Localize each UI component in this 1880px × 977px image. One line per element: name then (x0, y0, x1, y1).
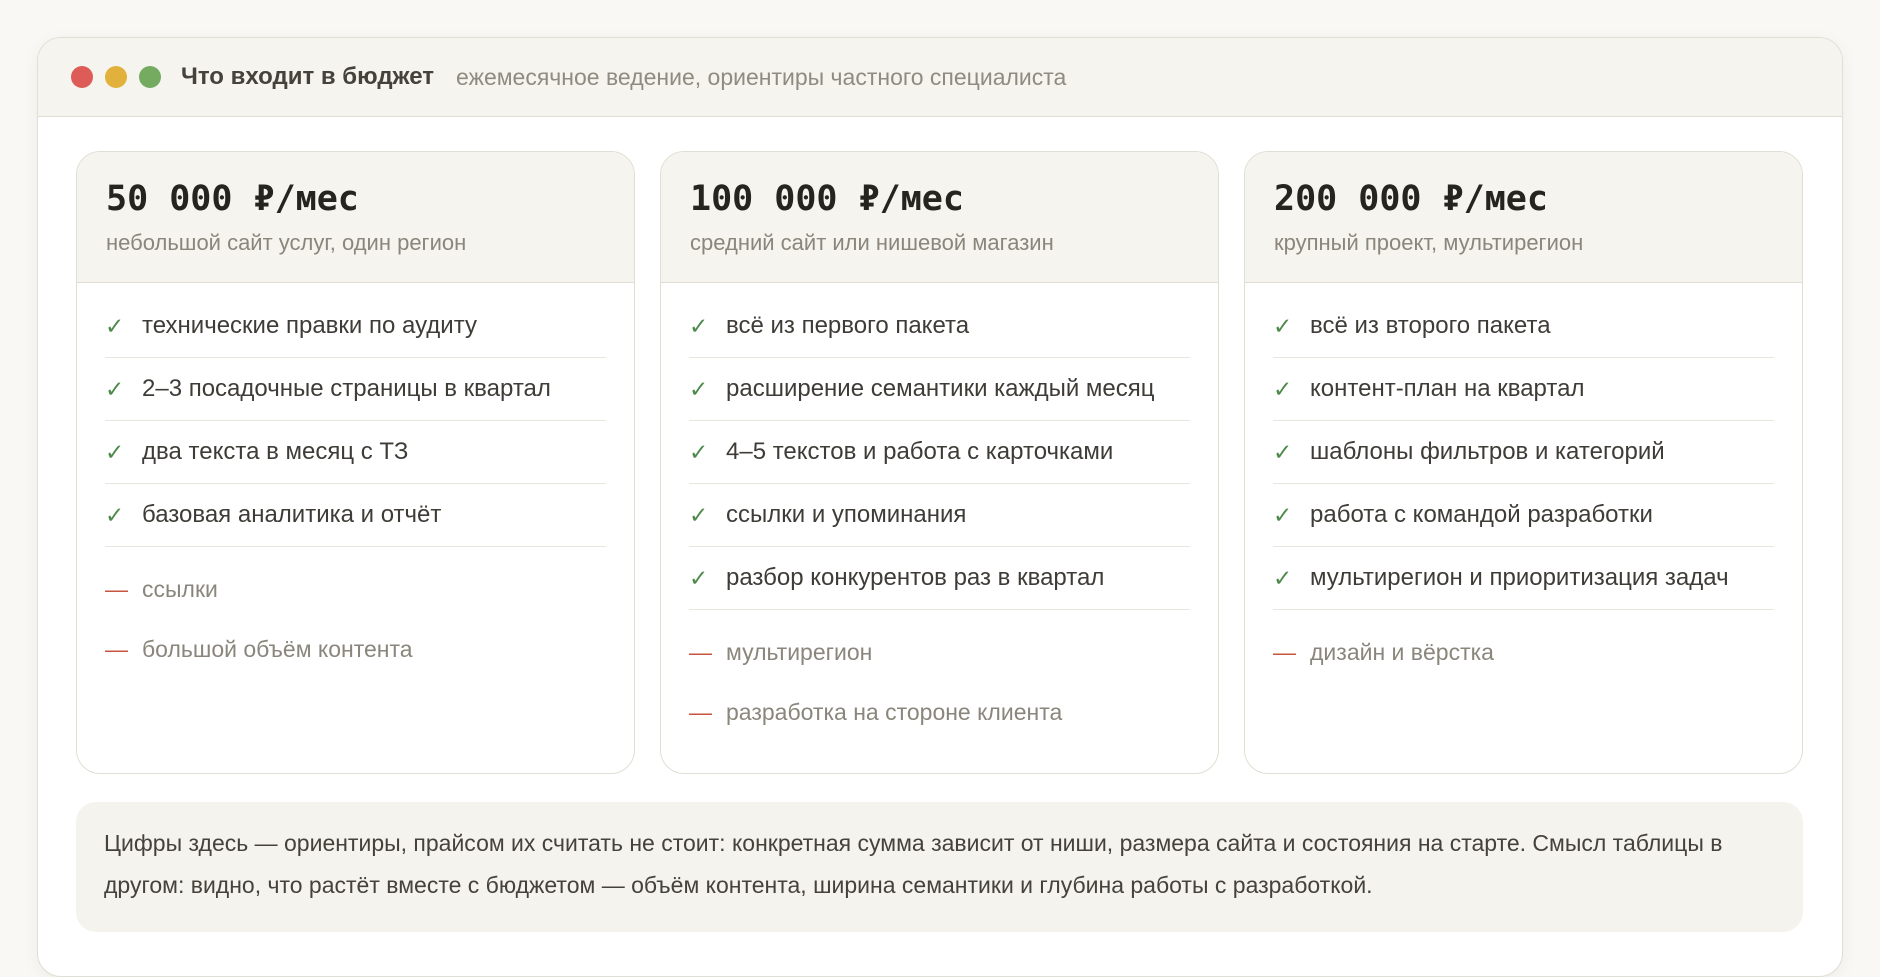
included-item (689, 421, 1190, 484)
check-icon: ✓ (105, 501, 125, 528)
check-icon: ✓ (105, 375, 125, 402)
maximize-window-button[interactable] (139, 66, 161, 88)
included-list (1245, 283, 1802, 610)
dash-icon: — (689, 698, 712, 725)
included-item-label: расширение семантики каждый месяц (726, 375, 1155, 402)
check-icon: ✓ (105, 312, 125, 339)
pricing-cards (76, 151, 1803, 774)
excluded-list (1245, 610, 1802, 682)
included-item-label: мультирегион и приоритизация задач (1310, 564, 1729, 591)
card-header (661, 152, 1218, 283)
included-item (689, 484, 1190, 547)
card-price: 50 000 ₽/мес (106, 179, 359, 219)
card-subtitle: небольшой сайт услуг, один регион (106, 230, 467, 255)
excluded-item (689, 622, 1190, 682)
pricing-card-200k (1244, 151, 1803, 774)
included-item-label: технические правки по аудиту (142, 312, 477, 339)
check-icon: ✓ (689, 501, 709, 528)
included-item (1273, 484, 1774, 547)
card-header (77, 152, 634, 283)
card-subtitle: средний сайт или нишевой магазин (690, 230, 1054, 255)
included-list (661, 283, 1218, 610)
budget-note: Цифры здесь — ориентиры, прайсом их считать не стоит: конкретная сумма зависит от ниши, размера сайта и состояния на старте. Смысл таблицы в другом: видно, что растёт вместе с бюджетом — объём контента, ширина семантики и глубина работы с разработкой. (76, 802, 1803, 932)
included-item-label: всё из второго пакета (1310, 312, 1551, 339)
card-price: 200 000 ₽/мес (1274, 179, 1548, 219)
card-subtitle: крупный проект, мультирегион (1274, 230, 1584, 255)
included-item (105, 421, 606, 484)
excluded-item-label: большой объём контента (142, 635, 413, 662)
included-item-label: шаблоны фильтров и категорий (1310, 438, 1665, 465)
included-item (1273, 295, 1774, 358)
included-item-label: 4–5 текстов и работа с карточками (726, 438, 1114, 465)
included-item (1273, 547, 1774, 610)
pricing-card-100k (660, 151, 1219, 774)
check-icon: ✓ (1273, 312, 1293, 339)
minimize-window-button[interactable] (105, 66, 127, 88)
included-item-label: разбор конкурентов раз в квартал (726, 564, 1105, 591)
excluded-item-label: дизайн и вёрстка (1310, 638, 1494, 665)
window-titlebar (38, 38, 1842, 117)
card-price: 100 000 ₽/мес (690, 179, 964, 219)
included-item-label: 2–3 посадочные страницы в квартал (142, 375, 551, 402)
check-icon: ✓ (689, 564, 709, 591)
included-item (689, 358, 1190, 421)
excluded-item (105, 559, 606, 619)
check-icon: ✓ (689, 312, 709, 339)
included-item-label: контент-план на квартал (1310, 375, 1585, 402)
included-list (77, 283, 634, 547)
included-item-label: всё из первого пакета (726, 312, 970, 339)
dash-icon: — (689, 638, 712, 665)
check-icon: ✓ (689, 438, 709, 465)
excluded-item (105, 619, 606, 679)
excluded-item-label: разработка на стороне клиента (726, 698, 1063, 725)
check-icon: ✓ (1273, 375, 1293, 402)
excluded-list (661, 610, 1218, 742)
excluded-item-label: ссылки (142, 575, 218, 602)
card-header (1245, 152, 1802, 283)
included-item (689, 295, 1190, 358)
excluded-list (77, 547, 634, 679)
included-item (105, 484, 606, 547)
included-item-label: работа с командой разработки (1310, 501, 1653, 528)
included-item (105, 295, 606, 358)
window-subtitle: ежемесячное ведение, ориентиры частного специалиста (456, 63, 1067, 90)
included-item-label: базовая аналитика и отчёт (142, 501, 442, 528)
pricing-card-50k (76, 151, 635, 774)
excluded-item-label: мультирегион (726, 638, 873, 665)
excluded-item (1273, 622, 1774, 682)
included-item-label: два текста в месяц с ТЗ (142, 438, 409, 465)
close-window-button[interactable] (71, 66, 93, 88)
dash-icon: — (105, 575, 128, 602)
included-item (689, 547, 1190, 610)
included-item (1273, 421, 1774, 484)
included-item-label: ссылки и упоминания (726, 501, 967, 528)
check-icon: ✓ (1273, 501, 1293, 528)
check-icon: ✓ (105, 438, 125, 465)
check-icon: ✓ (689, 375, 709, 402)
dash-icon: — (105, 635, 128, 662)
dash-icon: — (1273, 638, 1296, 665)
check-icon: ✓ (1273, 564, 1293, 591)
included-item (105, 358, 606, 421)
check-icon: ✓ (1273, 438, 1293, 465)
excluded-item (689, 682, 1190, 742)
included-item (1273, 358, 1774, 421)
window-title: Что входит в бюджет (181, 63, 435, 90)
